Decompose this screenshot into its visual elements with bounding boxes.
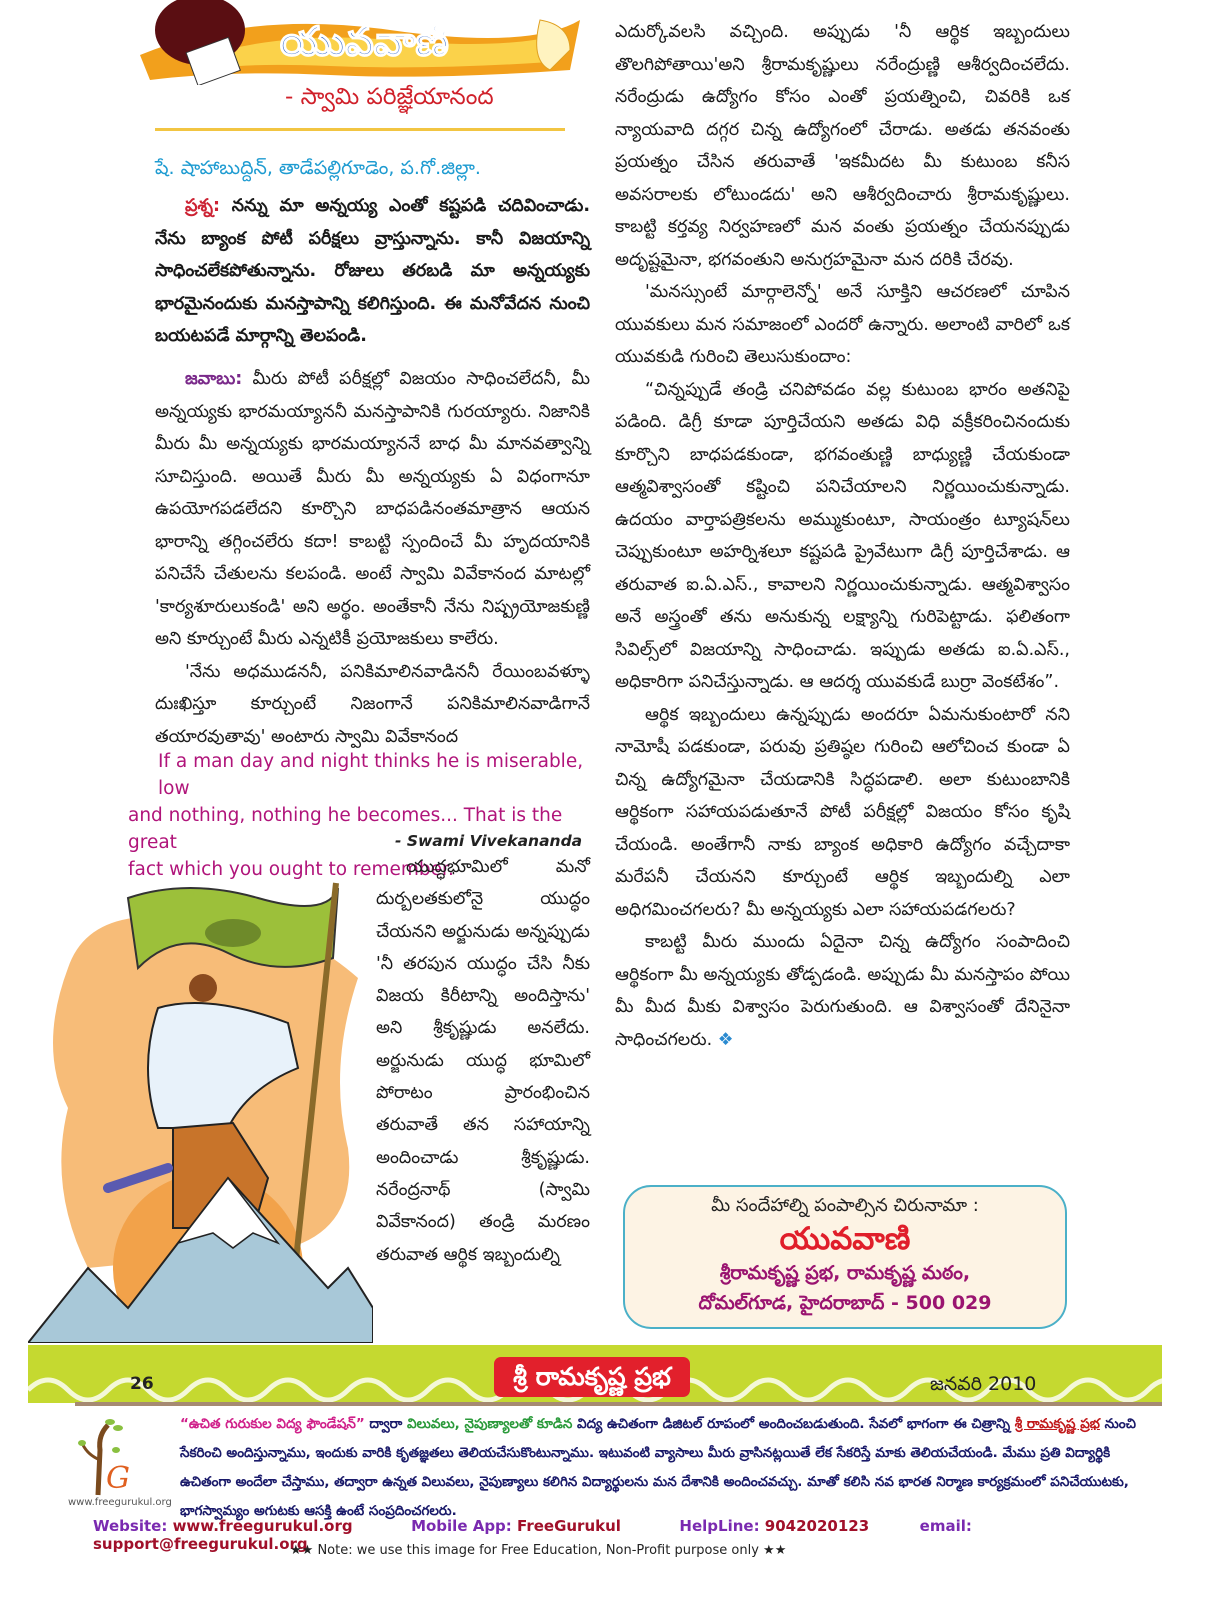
magazine-title: శ్రీ రామకృష్ణ ప్రభ: [494, 1357, 690, 1397]
question-text: నన్ను మా అన్నయ్య ఎంతో కష్టపడి చదివించాడు. నేను బ్యాంక పోటీ పరీక్షలు వ్రాస్తున్నాను. కానీ విజయాన్ని సాధించలేకపోతున్నాను. రోజులు తరబడి మా అన్నయ్యకు భారమైనందుకు మనస్తాపాన్ని కలిగిస్తుంది. ఈ మనోవేదన నుంచి బయటపడే మార్గాన్ని తెలపండి.: [155, 196, 590, 346]
end-mark-icon: ❖: [717, 1029, 734, 1050]
website-label: Website:: [93, 1517, 168, 1535]
answer-paragraph-1: మీరు పోటీ పరీక్షల్లో విజయం సాధించలేదనీ, మీ అన్నయ్యకు భారమయ్యాననీ మనస్తాపానికి గురయ్యారు. నిజానికి మీరు మీ అన్నయ్యకు భారమయ్యాననే బాధ మీ మానవత్వాన్ని సూచిస్తుంది. అయితే మీరు మీ అన్నయ్యకు ఏ విధంగానూ ఉపయోగపడలేదని కూర్చొని బాధపడినంతమాత్రాన ఆయన భారాన్ని తగ్గించలేరు కదా! కాబట్టి స్పందించే మీ హృదయానికి పనిచేసే చేతులను కలపండి. అంటే స్వామి వివేకానంద మాటల్లో 'కార్యశూరులుకండి' అని అర్థం. అంతేకానీ నేను నిష్ప్రయోజకుణ్ణి అని కూర్చుంటే మీరు ఎన్నటికీ ప్రయోజకులు కాలేరు.: [155, 369, 590, 649]
right-paragraph-1: ఎదుర్కోవలసి వచ్చింది. అప్పుడు 'నీ ఆర్థిక ఇబ్బందులు తొలగిపోతాయి'అని శ్రీరామకృష్ణులు నరేంద్రుణ్ణి ఆశీర్వదించలేదు. నరేంద్రుడు ఉద్యోగం కోసం ఎంతో ప్రయత్నించి, చివరికి ఒక న్యాయవాది దగ్గర చిన్న ఉద్యోగంలో చేరాడు. అతడు తనవంతు ప్రయత్నం చేసిన తరువాతే 'ఇకమీదట మీ కుటుంబ కనీస అవసరాలకు లోటుండదు' అని ఆశీర్వదించారు శ్రీరామకృష్ణులు. కాబట్టి కర్తవ్య నిర్వహణలో మన వంతు ప్రయత్నం చేయనప్పుడు అదృష్టమైనా, భగవంతుని అనుగ్రహమైనా మన దరికి చేరవు.: [615, 22, 1070, 270]
website-link[interactable]: www.freegurukul.org: [172, 1517, 353, 1535]
divider: [75, 1402, 1162, 1406]
address-line-1: శ్రీరామకృష్ణ ప్రభ, రామకృష్ణ మఠం,: [719, 1262, 971, 1284]
freegurukul-url: www.freegurukul.org: [68, 1497, 172, 1508]
address-title: యువవాణి: [779, 1221, 911, 1257]
narrow-column: [376, 851, 590, 1271]
right-paragraph-4: ఆర్థిక ఇబ్బందులు ఉన్నప్పుడు అందరూ ఏమనుకుంటారో నని నామోషీ పడకుండా, పరువు ప్రతిష్ఠల గురించి ఆలోచించ కుండా ఏ చిన్న ఉద్యోగమైనా చేయడానికి సిద్ధపడాలి. అలా కుటుంబానికి ఆర్థికంగా సహాయపడుతూనే పోటీ పరీక్షల్లో విజయం కోసం కృషి చేయండి. అంతేగానీ నాకు బ్యాంక అధికారి ఉద్యోగం వచ్చేదాకా మరేపనీ చేయనని కూర్చుంటే ఆర్థిక ఇబ్బందుల్ని ఎలా అధిగమించగలరు? మీ అన్నయ్యకు ఎలా సహాయపడగలరు?: [615, 704, 1070, 920]
question-label: ప్రశ్న:: [185, 196, 220, 216]
svg-text:G: G: [106, 1461, 130, 1496]
page-number: 26: [130, 1374, 154, 1394]
email-link[interactable]: support@freegurukul.org: [93, 1535, 308, 1553]
address-line-2: దోమల్‌గూడ, హైదరాబాద్ - 500 029: [698, 1292, 992, 1314]
answer-label: జవాబు:: [185, 369, 243, 389]
address-intro: మీ సందేహాల్ని పంపాల్సిన చిరునామా :: [711, 1195, 979, 1216]
app-label: Mobile App:: [411, 1517, 512, 1535]
quote-attribution: - Swami Vivekananda: [395, 832, 583, 850]
asker-name: షే. షాహాబుద్దిన్, తాడేపల్లిగూడెం, ప.గో.జిల్లా.: [155, 157, 481, 179]
helpline-number[interactable]: 9042020123: [764, 1517, 870, 1535]
quote-line: fact which you ought to remember.: [128, 859, 454, 880]
quote-line: If a man day and night thinks he is miserable, low: [158, 751, 584, 799]
narrow-paragraph: యుద్ధభూమిలో మనో దుర్బలతకులోనై యుద్ధం చేయనని అర్జునుడు అన్నప్పుడు 'నీ తరపున యుద్ధం చేసి నీకు విజయ కిరీటాన్ని అందిస్తాను' అని శ్రీకృష్ణుడు అనలేదు. అర్జునుడు యుద్ధ భూమిలో పోరాటం ప్రారంభించిన తరువాతే తన సహాయాన్ని అందించాడు శ్రీకృష్ణుడు. నరేంద్రనాథ్ (స్వామి వివేకానంద) తండ్రి మరణం తరువాత ఆర్థిక ఇబ్బందుల్ని: [376, 857, 590, 1265]
notice-text: విద్య ఉచితంగా డిజిటల్ రూపంలో అందించబడుతుంది. సేవలో భాగంగా ఈ చిత్రాన్ని: [572, 1416, 1015, 1432]
email-label: email:: [919, 1517, 972, 1535]
notice-highlight: విలువలు, నైపుణ్యాలతో కూడిన: [407, 1416, 573, 1432]
usage-note: ★★ Note: we use this image for Free Education, Non-Profit purpose only ★★: [290, 1543, 787, 1558]
right-paragraph-5: కాబట్టి మీరు ముందు ఏదైనా చిన్న ఉద్యోగం సంపాదించి ఆర్థికంగా మీ అన్నయ్యకు తోడ్పడండి. అప్పుడు మీ మనస్తాపం పోయి మీ మీద మీకు విశ్వాసం పెరుగుతుంది. ఆ విశ్వాసంతో దేనినైనా సాధించగలరు.: [615, 932, 1070, 1050]
source-name: శ్రీ రామకృష్ణ ప్రభ: [1014, 1416, 1100, 1432]
helpline-label: HelpLine:: [679, 1517, 760, 1535]
notice-text: నుంచి సేకరించి అందిస్తున్నాము, ఇందుకు వారికి కృతజ్ఞతలు తెలియచేసుకొంటున్నాము. ఇటువంటి వ్యాసాలు మీరు వ్రాసినట్లయితే లేక సేకరిస్తే మాకు తెలియచేయండి. మేము ప్రతి విద్యార్థికి ఉచితంగా అందేలా చేస్తాము, తద్వారా ఉన్నత విలువలు, నైపుణ్యాలు కలిగిన విద్యార్థులను మన దేశానికి అందించవచ్చు. మాతో కలిసి నవ భారత నిర్మాణ కార్యక్రమంలో పనిచేయుటకు, భాగస్వామ్యం అగుటకు ఆసక్తి ఉంటే సంప్రదించగలరు.: [180, 1416, 1136, 1519]
notice-text: ద్వారా: [364, 1416, 407, 1432]
banner-title: యువవాణి: [280, 19, 449, 65]
quote-line: and nothing, nothing he becomes... That is the great: [128, 805, 563, 853]
question-block: [155, 190, 590, 353]
right-paragraph-3: “చిన్నప్పుడే తండ్రి చనిపోవడం వల్ల కుటుంబ భారం అతనిపై పడింది. డిగ్రీ కూడా పూర్తిచేయని అతడు విధి వక్రీకరించినందుకు కూర్చొని బాధపడకుండా, భగవంతుణ్ణి బాధ్యుణ్ణి చేయకుండా ఆత్మవిశ్వాసంతో కష్టించి పనిచేయాలని నిర్ణయించుకున్నాడు. ఉదయం వార్తాపత్రికలను అమ్ముకుంటూ, సాయంత్రం ట్యూషన్‌లు చెప్పుకుంటూ అహర్నిశలూ కష్టపడి ప్రైవేటుగా డిగ్రీ పూర్తిచేశాడు. ఆ తరువాత ఐ.ఏ.ఎస్., కావాలని నిర్ణయించుకున్నాడు. ఆత్మవిశ్వాసం అనే అస్త్రంతో తను అనుకున్న లక్ష్యాన్ని గురిపెట్టాడు. ఫలితంగా సివిల్స్‌లో విజయాన్ని సాధించాడు. ఇప్పుడు అతడు ఐ.ఏ.ఎస్., అధికారిగా పనిచేస్తున్నాడు. ఆ ఆదర్శ యువకుడే బుర్రా వెంకటేశం”.: [615, 379, 1070, 692]
answer-paragraph-2: 'నేను అధముడననీ, పనికిమాలినవాడిననీ రేయింబవళ్ళూ దుఃఖిస్తూ కూర్చుంటే నిజంగానే పనికిమాలినవాడిగానే తయారవుతావు' అంటారు స్వామి వివేకానంద: [155, 661, 590, 747]
issue-date: జనవరి 2010: [930, 1373, 1037, 1395]
mountain-climber-illustration: [28, 848, 373, 1343]
right-column: [615, 16, 1070, 1056]
address-box: [623, 1185, 1067, 1329]
app-name[interactable]: FreeGurukul: [517, 1517, 621, 1535]
freegurukul-notice: [180, 1410, 1140, 1526]
answer-block: [155, 363, 590, 753]
foundation-name: “ఉచిత గురుకుల విద్య ఫౌండేషన్”: [180, 1416, 365, 1432]
freegurukul-logo-icon: [68, 1410, 146, 1510]
divider: [155, 128, 565, 131]
yuvavani-banner: [130, 0, 590, 85]
right-paragraph-2: 'మనస్సుంటే మార్గాలెన్నో' అనే సూక్తిని ఆచరణలో చూపిన యువకులు మన సమాజంలో ఎందరో ఉన్నారు. అలాంటి వారిలో ఒక యువకుడి గురించి తెలుసుకుందాం:: [615, 282, 1070, 367]
author-name: - స్వామి పరిజ్ఞేయానంద: [285, 84, 494, 110]
